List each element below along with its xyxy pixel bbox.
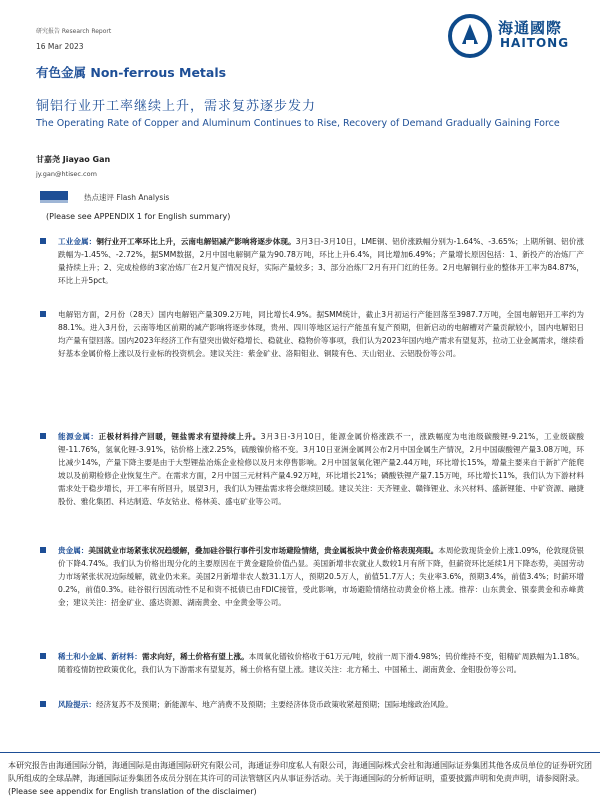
section-text: 电解铝方面，2月份（28天）国内电解铝产量309.2万吨，同比增长4.9%。据SMM统计，截止3月初运行产能回落至3987.7万吨，全国电解铝开工率约为88.1%。进入3月份，云南等地区前期的减产影响将逐步体现，贵州、四川等地区运行产能虽有复产预期，但新启动的电解槽对产量贡献较小，国内电解铝日均产量有望回落。国内2023年经济工作有望突出做好稳增长、稳就业、稳物价等事项，我们认为2023年国内地产需求有望复苏，拉动工业金属需求，继续看好基本金属价格上涨以及行业标的投资机会。建议关注：紫金矿业、洛阳钼业、铜陵有色、天山铝业、云铝股份等公司。 (58, 310, 584, 358)
bullet-icon (40, 433, 46, 439)
report-tag-label: 热点速评 Flash Analysis (84, 193, 170, 202)
sector-heading: 有色金属 Non-ferrous Metals (36, 65, 227, 80)
section-precious-metals (40, 544, 584, 609)
disclaimer-text: 本研究报告由海通国际分销，海通国际是由海通国际研究有限公司，海通证券印度私人有限公司，海通国际株式会社和海通国际证券集团其他各成员单位的证券研究团队所组成的全球品牌，海通国际证券集团各成员分别在其许可的司法管辖区内从事证券活动。关于海通国际的分析师证明，重要披露声明和免责声明，请参阅附录。(Please see appendix for English translation of the disclaimer) (8, 761, 592, 796)
haitong-emblem-icon (448, 14, 492, 58)
section-risk (40, 698, 584, 711)
haitong-logo (448, 14, 598, 58)
section-head: 美国就业市场紧张状况趋缓解，叠加硅谷银行事件引发市场避险情绪，贵金属板块中黄金价格表现亮眼。 (88, 546, 439, 555)
section-text: 3月3日-3月10日，能源金属价格涨跌不一，涨跌幅度为电池级碳酸锂-9.21%，工业级碳酸锂-11.76%，氢氧化锂-3.91%，钴价格上涨2.25%，硫酸镍价格不变。3月10日亚洲金属网公布2月中国金属生产情况，2月中国碳酸锂产量3.08万吨，环比减少14%，产量下降主要是由于大型锂盐冶炼企业检修以及月末停售影响。2月中国氢氧化锂产量2.44万吨，环比增长15%，增量主要来自于新扩产能爬坡以及前期检修企业恢复生产。在需求方面，2月中国三元材料产量4.92万吨，环比增长21%；磷酸铁锂产量7.15万吨，环比增长11%，我们认为下游材料需求处于稳步增长，开工率有所回升，展望3月，我们认为锂盐需求将会继续回暖。建议关注：天齐锂业、赣锋锂业、永兴材料、盛新锂能、中矿资源、融捷股份、雅化集团、科达制造、华友钴业、格林美、盛屯矿业等公司。 (58, 432, 585, 506)
section-text: 3月3日-3月10日，LME铜、铝价涨跌幅分别为-1.64%、-3.65%；上期所铜、铝价涨跌幅为-1.45%、-2.72%，据SMM数据，2月中国电解铜产量为90.78万吨，环比上升6.4%，同比增加6.49%；产量增长原因包括：1、新投产的冶炼厂产量持续上升；2、完成检修的3家冶炼厂在2月复产情况良好，实际产量较多；3、部分冶炼厂2月有开门红的任务。2月电解铜行业的整体开工率为84.87%，环比上升5pct。 (58, 237, 585, 285)
section-head: 铜行业开工率环比上升，云南电解铝减产影响将逐步体现。 (96, 237, 296, 246)
section-lead: 风险提示： (58, 700, 96, 709)
bullet-icon (40, 701, 46, 707)
logo-english-text: HAITONG (500, 36, 570, 50)
section-text: 本周氧化镨钕价格收于61万元/吨，较前一周下滑4.98%；钨价维持不变，钼精矿周跌幅为1.18%。随着疫情防控政策优化，我们认为下游需求有望复苏，稀土价格有望上涨。建议关注：北方稀土、中国稀土、湖南黄金、金钼股份等公司。 (58, 652, 584, 674)
report-date: 16 Mar 2023 (36, 42, 84, 51)
bullet-icon (40, 547, 46, 553)
bullet-icon (40, 238, 46, 244)
bullet-icon (40, 653, 46, 659)
title-english: The Operating Rate of Copper and Aluminum Continues to Rise, Recovery of Demand Gradually Gaining Force (36, 118, 560, 129)
section-lead: 贵金属： (58, 546, 89, 555)
section-industrial-metals (40, 235, 584, 287)
report-type-label: 研究报告 Research Report (36, 28, 112, 35)
report-tag (40, 191, 190, 203)
section-aluminum (40, 308, 584, 360)
section-text: 经济复苏不及预期；新能源车、地产消费不及预期；主要经济体货币政策收紧超预期；国际地缘政治风险。 (95, 700, 453, 709)
section-lead: 工业金属： (58, 237, 97, 246)
author-name: 甘嘉尧 Jiayao Gan (36, 155, 111, 164)
author-email[interactable]: jy.gan@htisec.com (36, 170, 97, 178)
section-energy-metals (40, 430, 584, 508)
bullet-icon (40, 311, 46, 317)
tag-bar-accent (40, 200, 68, 203)
section-head: 正极材料排产回暖，锂盐需求有望持续上升。 (98, 432, 261, 441)
tag-bar-icon (40, 191, 68, 200)
section-rare-earths (40, 650, 584, 676)
logo-chinese-text: 海通國際 (498, 19, 563, 37)
appendix-note: (Please see APPENDIX 1 for English summary) (46, 212, 231, 221)
section-text: 本周伦敦现货金价上涨1.09%，伦敦现货银价下降4.74%。我们认为价格出现分化的主要原因在于黄金避险价值凸显。美国新增非农就业人数较1月有所下降，但薪资环比延续1月下降态势，美国劳动力市场紧张状况边际缓解，就业仍未来。美国2月新增非农人数31.1万人，预期20.5万人，前值51.7万人；失业率3.6%，预期3.4%，前值3.4%；时薪环增0.2%，前值0.3%。硅谷银行因流动性不足和资不抵债已由FDIC接管，受此影响，市场避险情绪拉动黄金价格上涨。推荐：山东黄金、银泰黄金和赤峰黄金；建议关注：招金矿业、盛达资源、湖南黄金、中金黄金等公司。 (58, 546, 585, 607)
disclaimer-footer (0, 752, 600, 801)
section-lead: 能源金属： (58, 432, 99, 441)
title-chinese: 铜铝行业开工率继续上升，需求复苏逐步发力 (36, 99, 317, 114)
section-lead: 稀土和小金属、新材料： (58, 652, 142, 661)
section-head: 需求向好，稀土价格有望上涨。 (141, 652, 249, 661)
